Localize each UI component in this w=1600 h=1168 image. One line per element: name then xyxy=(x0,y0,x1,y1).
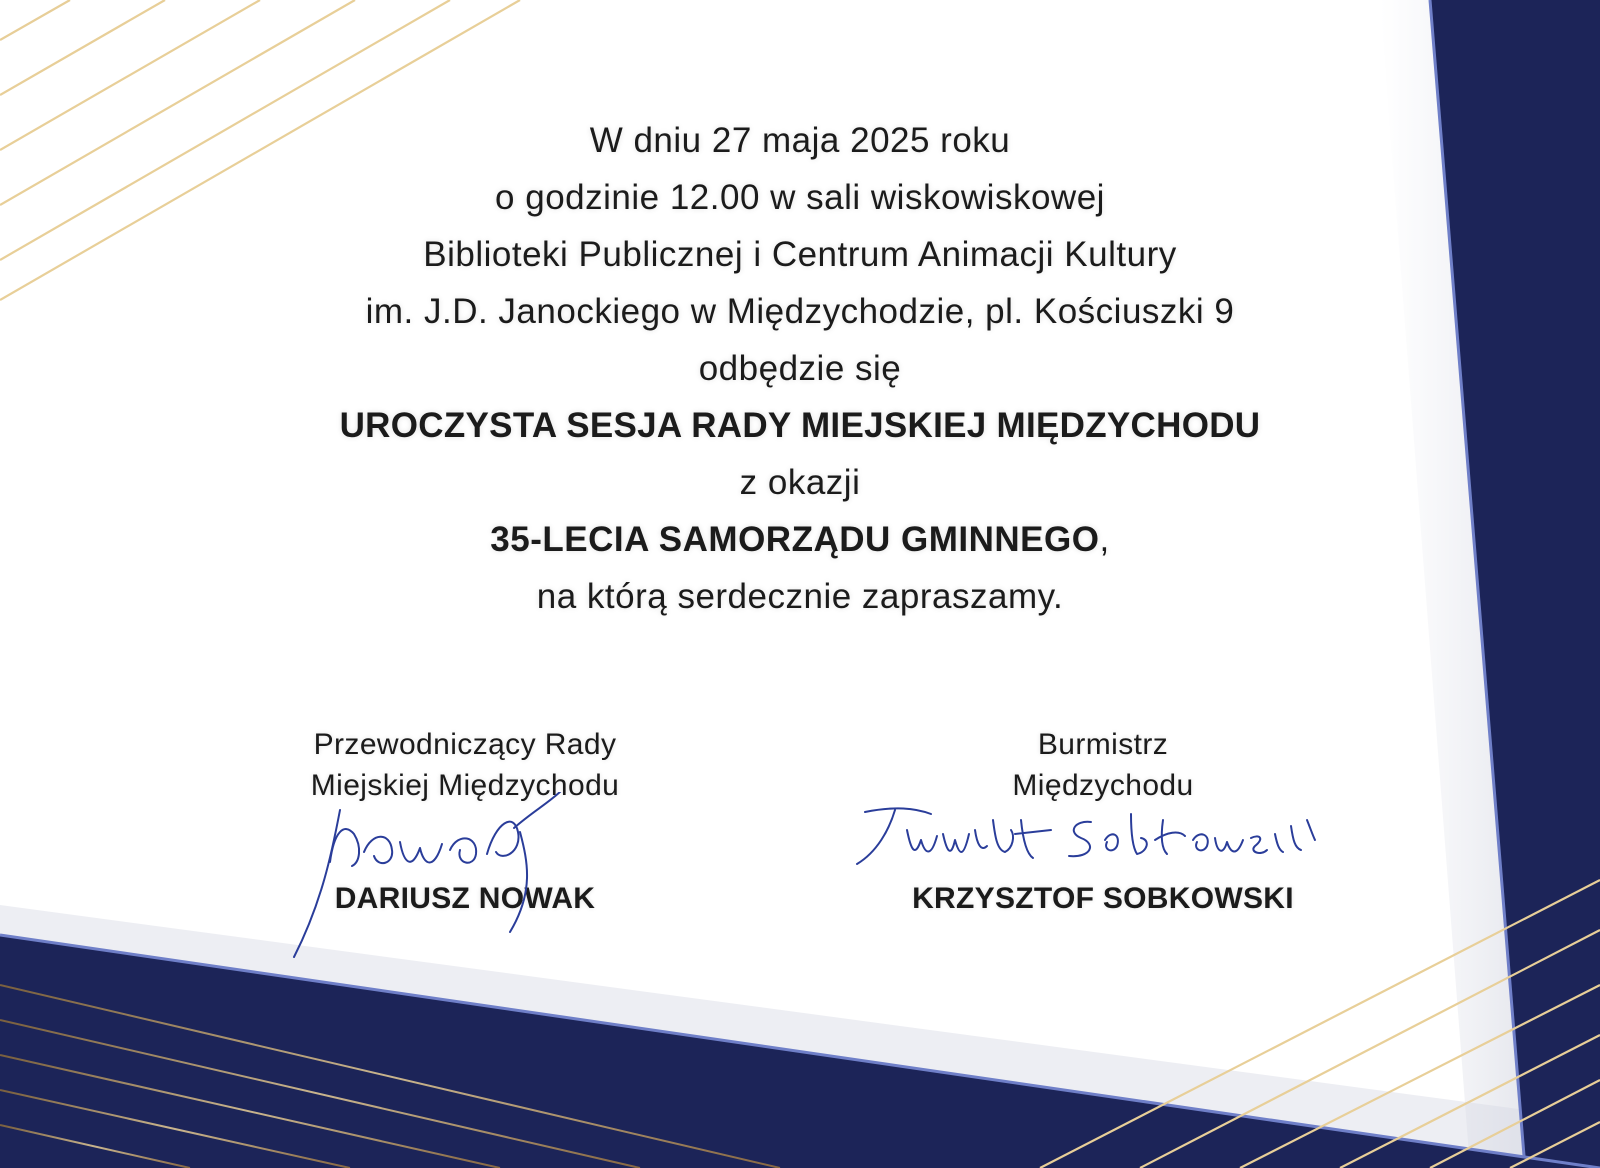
closing-line: na którą serdecznie zapraszamy. xyxy=(536,577,1064,616)
venue-line: Biblioteki Publicznej i Centrum Animacji Kultury xyxy=(423,235,1177,274)
date-line: W dniu 27 maja 2025 roku xyxy=(589,121,1011,160)
chairman-role-line2: Miejskiej Międzychodu xyxy=(310,769,620,802)
invitation-text xyxy=(230,112,1370,625)
time-venue-line: o godzinie 12.00 w sali wiskowiskowej xyxy=(495,178,1105,217)
mayor-role-line2: Międzychodu xyxy=(1012,769,1194,802)
mayor-role-line1: Burmistrz xyxy=(1037,728,1169,761)
occasion-intro-line: z okazji xyxy=(739,463,861,502)
mayor-signature xyxy=(855,800,1345,880)
event-title: UROCZYSTA SESJA RADY MIEJSKIEJ MIĘDZYCHODU xyxy=(339,406,1261,445)
address-line: im. J.D. Janockiego w Międzychodzie, pl. Kościuszki 9 xyxy=(365,292,1235,331)
occasion-line xyxy=(230,511,1370,568)
chairman-signature xyxy=(282,792,592,962)
occasion-title: 35-LECIA SAMORZĄDU GMINNEGO xyxy=(490,520,1100,559)
mayor-name: KRZYSZTOF SOBKOWSKI xyxy=(912,882,1294,915)
chairman-role-line1: Przewodniczący Rady xyxy=(313,728,617,761)
event-intro-line: odbędzie się xyxy=(698,349,902,388)
occasion-comma: , xyxy=(1099,520,1110,559)
chairman-name: DARIUSZ NOWAK xyxy=(334,882,596,915)
